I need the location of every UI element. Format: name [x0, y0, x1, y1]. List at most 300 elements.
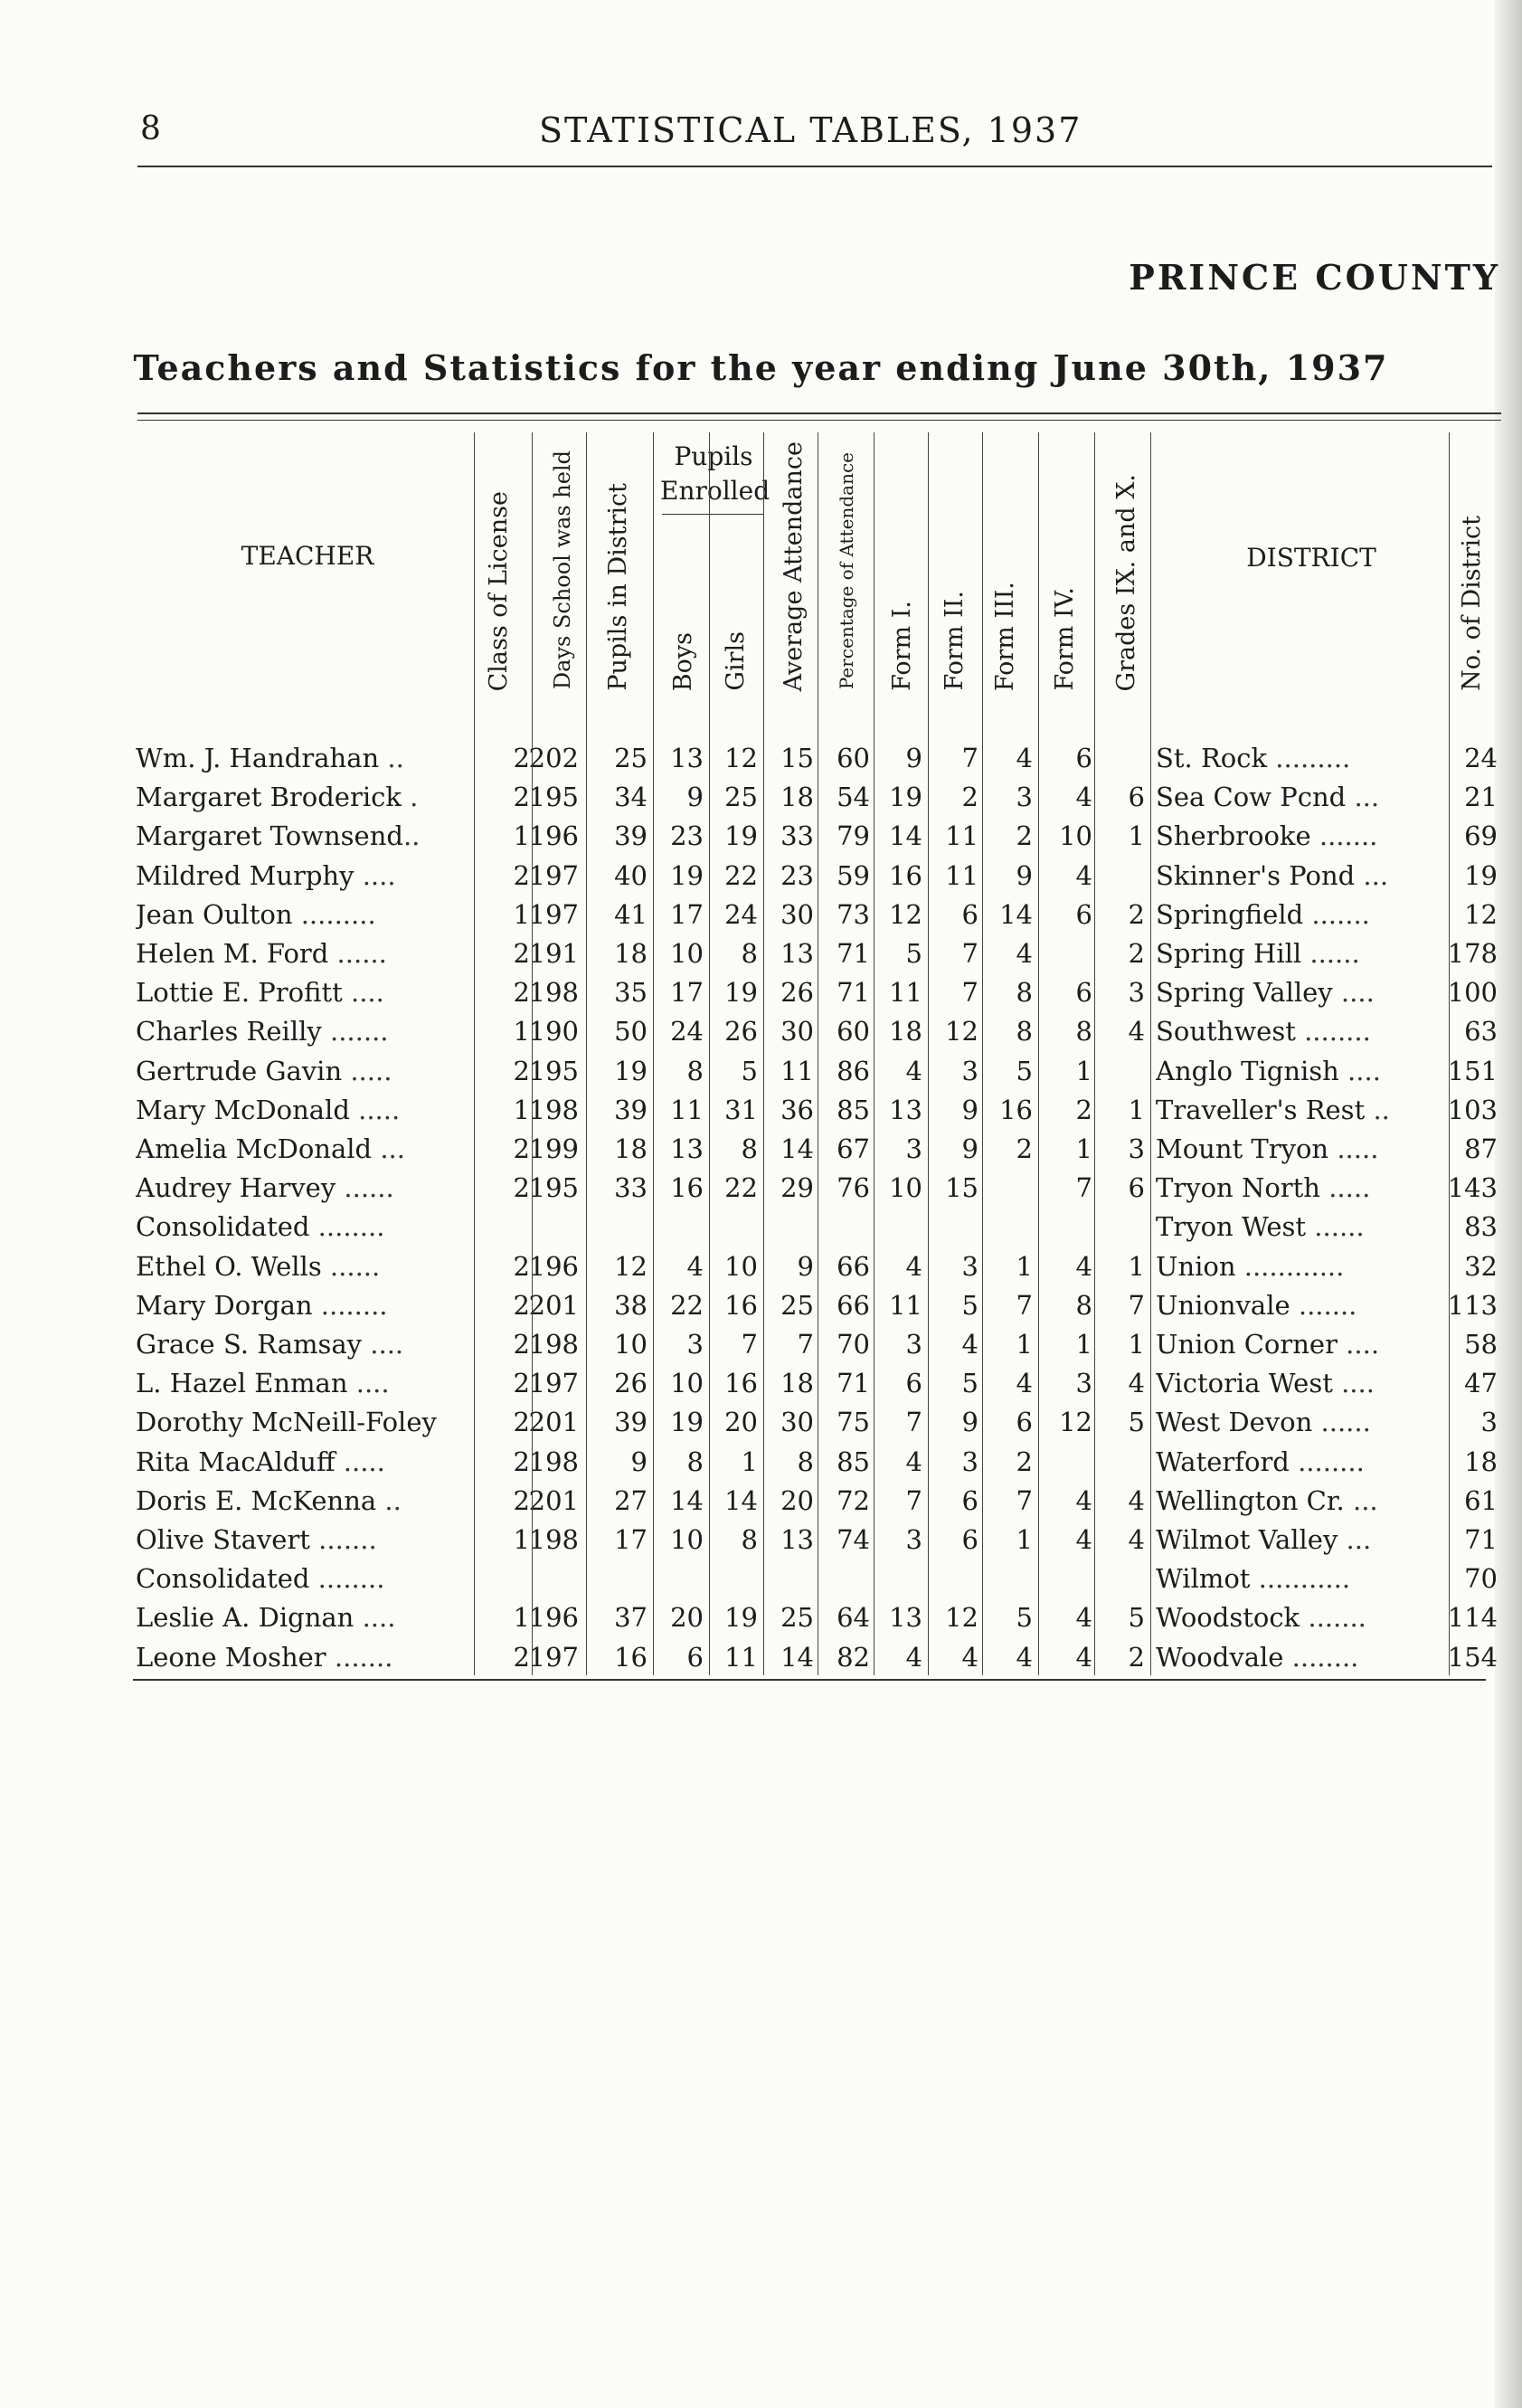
dot-leader: .... — [1338, 1055, 1381, 1086]
cell-f1: 19 — [889, 782, 922, 813]
teacher-name-text: L. Hazel Enman — [136, 1368, 348, 1399]
cell-days: 195 — [528, 782, 579, 813]
cell-girls: 22 — [724, 859, 758, 891]
cell-no: 21 — [1464, 782, 1498, 813]
dot-leader: .. — [402, 820, 421, 852]
cell-pupils: 39 — [614, 1094, 648, 1125]
dot-leader: .... — [1332, 977, 1375, 1009]
cell-f3: 8 — [1016, 1016, 1033, 1048]
column-rule — [1150, 432, 1151, 1675]
cell-avg: 14 — [780, 1641, 814, 1673]
district-name — [1156, 1171, 1447, 1204]
cell-g: 5 — [1128, 1602, 1145, 1634]
cell-no: 114 — [1447, 1602, 1498, 1634]
cell-pupils: 33 — [614, 1172, 648, 1204]
cell-f1: 13 — [889, 1602, 922, 1634]
cell-g: 1 — [1128, 1329, 1145, 1360]
cell-pct: 72 — [837, 1484, 870, 1516]
cell-f1: 16 — [889, 859, 922, 891]
cell-pupils: 18 — [614, 1133, 648, 1164]
cell-f2: 12 — [945, 1602, 978, 1634]
cell-f3: 4 — [1016, 1368, 1033, 1399]
dot-leader: ......... — [292, 898, 376, 930]
cell-avg: 30 — [780, 1016, 814, 1048]
cell-f2: 9 — [961, 1407, 978, 1438]
dot-leader: ... — [1338, 1524, 1372, 1555]
cell-f2: 3 — [961, 1446, 978, 1477]
teacher-name — [136, 1210, 466, 1243]
cell-pct: 60 — [837, 743, 870, 773]
cell-pupils: 40 — [614, 859, 648, 891]
dot-leader: .... — [362, 1329, 404, 1360]
cell-f4: 6 — [1075, 898, 1092, 930]
district-name-text: Woodvale — [1156, 1641, 1284, 1673]
cell-no: 87 — [1464, 1133, 1498, 1164]
district-name-text: Anglo Tignish — [1156, 1055, 1339, 1086]
dot-leader: ....... — [1290, 1289, 1357, 1321]
header-girls: Girls — [722, 631, 750, 691]
cell-pupils: 25 — [614, 743, 648, 773]
cell-f3: 16 — [999, 1094, 1033, 1125]
cell-f3: 7 — [1016, 1289, 1033, 1321]
dot-leader: ........ — [1289, 1446, 1365, 1477]
page-number: 8 — [140, 110, 162, 147]
column-rule — [586, 432, 587, 1675]
cell-f1: 4 — [905, 1250, 922, 1282]
teacher-name-text: Margaret Townsend — [136, 820, 403, 852]
cell-avg: 30 — [780, 1407, 814, 1438]
cell-no: 70 — [1464, 1563, 1498, 1595]
cell-no: 58 — [1464, 1329, 1498, 1360]
teacher-name — [136, 1250, 466, 1283]
dot-leader: ....... — [326, 1641, 393, 1673]
cell-days: 198 — [528, 977, 579, 1009]
cell-days: 196 — [528, 1250, 579, 1282]
cell-f1: 13 — [889, 1094, 922, 1125]
cell-g: 4 — [1128, 1368, 1145, 1399]
teacher-name — [136, 1562, 466, 1595]
teacher-name-text: Rita MacAlduff — [136, 1446, 336, 1477]
district-name-text: Victoria West — [1156, 1368, 1333, 1399]
cell-avg: 13 — [780, 938, 814, 969]
district-name-text: Wilmot — [1156, 1563, 1251, 1595]
cell-girls: 11 — [724, 1641, 758, 1673]
dot-leader: ...... — [321, 1250, 381, 1282]
cell-days: 197 — [528, 898, 579, 930]
district-name — [1156, 1641, 1447, 1673]
dot-leader: .... — [1332, 1368, 1375, 1399]
cell-f2: 11 — [945, 820, 978, 852]
district-name-text: Tryon West — [1156, 1211, 1307, 1243]
dot-leader: ........... — [1250, 1563, 1351, 1595]
dot-leader: ..... — [342, 1055, 392, 1086]
district-name — [1156, 976, 1447, 1009]
header-boys: Boys — [669, 631, 697, 691]
column-rule — [1038, 432, 1039, 1675]
enrolled-rule — [662, 514, 763, 515]
cell-pct: 71 — [837, 977, 870, 1009]
cell-f1: 7 — [905, 1484, 922, 1516]
cell-no: 18 — [1464, 1446, 1498, 1477]
cell-pupils: 9 — [630, 1446, 648, 1477]
column-rule — [474, 432, 475, 1675]
dot-leader: ....... — [321, 1016, 389, 1048]
cell-license: 2 — [513, 1250, 530, 1282]
cell-boys: 20 — [670, 1602, 704, 1634]
district-name — [1156, 1406, 1447, 1438]
dot-leader: ........ — [309, 1563, 385, 1595]
district-name — [1156, 781, 1447, 813]
cell-f3: 5 — [1016, 1602, 1033, 1634]
cell-license: 2 — [513, 782, 530, 813]
column-rule — [709, 432, 710, 1675]
dot-leader: ......... — [1267, 743, 1351, 773]
cell-f4: 4 — [1075, 859, 1092, 891]
cell-pupils: 16 — [614, 1641, 648, 1673]
district-name — [1156, 1523, 1447, 1556]
cell-avg: 36 — [780, 1094, 814, 1125]
cell-days: 197 — [528, 1368, 579, 1399]
teacher-name — [136, 1406, 466, 1438]
header-form-2: Form II. — [941, 591, 969, 691]
district-name-text: West Devon — [1156, 1407, 1313, 1438]
cell-f2: 3 — [961, 1055, 978, 1086]
cell-g: 3 — [1128, 977, 1145, 1009]
teacher-name-text: Lottie E. Profitt — [136, 977, 343, 1009]
cell-days: 201 — [528, 1484, 579, 1516]
cell-girls: 22 — [724, 1172, 758, 1204]
cell-f2: 9 — [961, 1133, 978, 1164]
dot-leader: ....... — [1310, 820, 1378, 852]
teacher-name — [136, 976, 466, 1009]
cell-days: 198 — [528, 1446, 579, 1477]
dot-leader: ...... — [1312, 1407, 1371, 1438]
teacher-name-text: Audrey Harvey — [136, 1172, 336, 1204]
column-rule — [532, 432, 533, 1675]
district-name-text: Wellington Cr. — [1156, 1484, 1345, 1516]
cell-pct: 67 — [837, 1133, 870, 1164]
cell-pupils: 26 — [614, 1368, 648, 1399]
district-name — [1156, 1484, 1447, 1517]
header-form-1: Form I. — [888, 601, 916, 691]
cell-no: 100 — [1447, 977, 1498, 1009]
cell-f4: 1 — [1075, 1133, 1092, 1164]
cell-f2: 5 — [961, 1368, 978, 1399]
district-name-text: Skinner's Pond — [1156, 859, 1356, 891]
cell-pupils: 18 — [614, 938, 648, 969]
cell-days: 201 — [528, 1289, 579, 1321]
cell-days: 195 — [528, 1055, 579, 1086]
cell-f4: 1 — [1075, 1329, 1092, 1360]
cell-boys: 22 — [670, 1289, 704, 1321]
cell-f3: 3 — [1016, 782, 1033, 813]
cell-pct: 70 — [837, 1329, 870, 1360]
cell-g: 2 — [1128, 898, 1145, 930]
cell-boys: 23 — [670, 820, 704, 852]
cell-boys: 10 — [670, 1524, 704, 1555]
district-name — [1156, 742, 1447, 774]
cell-f3: 5 — [1016, 1055, 1033, 1086]
teacher-name — [136, 1015, 466, 1048]
table-subtitle: Teachers and Statistics for the year ending June 30th, 1937 — [133, 347, 1389, 388]
cell-license: 2 — [513, 1133, 530, 1164]
cell-pct: 85 — [837, 1094, 870, 1125]
cell-f1: 11 — [889, 977, 922, 1009]
district-name-text: St. Rock — [1156, 743, 1268, 773]
district-name-text: Union Corner — [1156, 1329, 1338, 1360]
cell-g: 4 — [1128, 1524, 1145, 1555]
cell-days: 198 — [528, 1329, 579, 1360]
cell-days: 199 — [528, 1133, 579, 1164]
cell-f2: 12 — [945, 1016, 978, 1048]
district-name — [1156, 1250, 1447, 1283]
cell-avg: 18 — [780, 782, 814, 813]
teacher-name — [136, 1601, 466, 1634]
district-name — [1156, 1328, 1447, 1360]
cell-no: 178 — [1447, 938, 1498, 969]
header-license: Class of License — [485, 490, 513, 691]
cell-no: 143 — [1447, 1172, 1498, 1204]
cell-no: 154 — [1447, 1641, 1498, 1673]
header-form-4: Form IV. — [1051, 587, 1079, 691]
teacher-name — [136, 898, 466, 931]
cell-boys: 13 — [670, 743, 704, 773]
district-name — [1156, 1367, 1447, 1399]
cell-pupils: 38 — [614, 1289, 648, 1321]
dot-leader: .. — [1365, 1094, 1390, 1125]
cell-no: 47 — [1464, 1368, 1498, 1399]
column-rule — [1094, 432, 1095, 1675]
cell-f3: 2 — [1016, 820, 1033, 852]
cell-boys: 16 — [670, 1172, 704, 1204]
cell-f3: 2 — [1016, 1446, 1033, 1477]
cell-pupils: 39 — [614, 1407, 648, 1438]
cell-avg: 9 — [797, 1250, 814, 1282]
cell-avg: 11 — [780, 1055, 814, 1086]
teacher-name-text: Olive Stavert — [136, 1524, 310, 1555]
cell-f1: 7 — [905, 1407, 922, 1438]
cell-pupils: 39 — [614, 820, 648, 852]
cell-f2: 6 — [961, 1484, 978, 1516]
district-name-text: Traveller's Rest — [1156, 1094, 1366, 1125]
teacher-name-text: Consolidated — [136, 1563, 310, 1595]
cell-pct: 79 — [837, 820, 870, 852]
cell-g: 7 — [1128, 1289, 1145, 1321]
cell-avg: 7 — [797, 1329, 814, 1360]
teacher-name-text: Doris E. McKenna — [136, 1484, 377, 1516]
cell-license: 2 — [513, 938, 530, 969]
district-name — [1156, 1210, 1447, 1243]
cell-no: 151 — [1447, 1055, 1498, 1086]
cell-pct: 64 — [837, 1602, 870, 1634]
cell-no: 24 — [1464, 743, 1498, 773]
district-name-text: Waterford — [1156, 1446, 1290, 1477]
cell-f4: 4 — [1075, 782, 1092, 813]
cell-f1: 10 — [889, 1172, 922, 1204]
cell-license: 2 — [513, 1446, 530, 1477]
dot-leader: ...... — [1306, 1211, 1365, 1243]
cell-pupils: 10 — [614, 1329, 648, 1360]
cell-no: 83 — [1464, 1211, 1498, 1243]
cell-days: 190 — [528, 1016, 579, 1048]
cell-f2: 6 — [961, 1524, 978, 1555]
teacher-name — [136, 1367, 466, 1399]
cell-pct: 59 — [837, 859, 870, 891]
district-name-text: Wilmot Valley — [1156, 1524, 1338, 1555]
district-name-text: Sherbrooke — [1156, 820, 1311, 852]
cell-girls: 16 — [724, 1289, 758, 1321]
cell-f3: 2 — [1016, 1133, 1033, 1164]
dot-leader: ...... — [336, 1172, 394, 1204]
cell-f4: 10 — [1059, 820, 1092, 852]
header-district: DISTRICT — [1246, 543, 1376, 573]
cell-days: 198 — [528, 1094, 579, 1125]
cell-avg: 29 — [780, 1172, 814, 1204]
cell-pupils: 50 — [614, 1016, 648, 1048]
district-name — [1156, 937, 1447, 970]
dot-leader: .. — [376, 1484, 402, 1516]
cell-girls: 31 — [724, 1094, 758, 1125]
cell-f4: 7 — [1075, 1172, 1092, 1204]
cell-girls: 19 — [724, 977, 758, 1009]
teacher-name-text: Margaret Broderick — [136, 782, 402, 813]
dot-leader: .... — [354, 1602, 396, 1634]
cell-license: 2 — [513, 977, 530, 1009]
cell-avg: 26 — [780, 977, 814, 1009]
cell-license: 2 — [513, 859, 530, 891]
cell-f1: 12 — [889, 898, 922, 930]
teacher-name — [136, 1094, 466, 1126]
teacher-name-text: Leone Mosher — [136, 1641, 326, 1673]
teacher-name-text: Mary Dorgan — [136, 1289, 313, 1321]
cell-g: 6 — [1128, 782, 1145, 813]
cell-f4: 4 — [1075, 1250, 1092, 1282]
dot-leader: ... — [1344, 1484, 1378, 1516]
cell-girls: 8 — [741, 938, 758, 969]
district-name — [1156, 1055, 1447, 1087]
cell-f4: 8 — [1075, 1289, 1092, 1321]
cell-f1: 3 — [905, 1133, 922, 1164]
district-name-text: Spring Hill — [1156, 938, 1302, 969]
cell-g: 1 — [1128, 820, 1145, 852]
teacher-name-text: Amelia McDonald — [136, 1133, 373, 1164]
cell-f3: 1 — [1016, 1524, 1033, 1555]
running-head: STATISTICAL TABLES, 1937 — [539, 110, 1082, 150]
teacher-name-text: Wm. J. Handrahan — [136, 743, 380, 773]
cell-boys: 17 — [670, 898, 704, 930]
cell-license: 1 — [513, 1524, 530, 1555]
cell-boys: 13 — [670, 1133, 704, 1164]
teacher-name-text: Jean Oulton — [136, 898, 293, 930]
cell-boys: 9 — [686, 782, 704, 813]
cell-avg: 13 — [780, 1524, 814, 1555]
cell-license: 2 — [513, 1484, 530, 1516]
cell-pupils: 37 — [614, 1602, 648, 1634]
district-name — [1156, 859, 1447, 892]
dot-leader: ........ — [1295, 1016, 1371, 1048]
district-name — [1156, 898, 1447, 931]
header-average-attendance: Average Attendance — [780, 441, 808, 691]
teacher-name — [136, 742, 466, 774]
cell-license: 2 — [513, 1172, 530, 1204]
cell-avg: 15 — [780, 743, 814, 773]
dot-leader: ...... — [328, 938, 387, 969]
cell-f3: 7 — [1016, 1484, 1033, 1516]
cell-license: 1 — [513, 1016, 530, 1048]
cell-f1: 4 — [905, 1446, 922, 1477]
cell-avg: 33 — [780, 820, 814, 852]
cell-f1: 5 — [905, 938, 922, 969]
cell-avg: 18 — [780, 1368, 814, 1399]
teacher-name — [136, 1171, 466, 1204]
cell-license: 1 — [513, 898, 530, 930]
cell-f2: 6 — [961, 898, 978, 930]
cell-f3: 14 — [999, 898, 1033, 930]
cell-boys: 14 — [670, 1484, 704, 1516]
cell-f3: 9 — [1016, 859, 1033, 891]
cell-boys: 4 — [686, 1250, 704, 1282]
teacher-name — [136, 859, 466, 892]
cell-no: 63 — [1464, 1016, 1498, 1048]
cell-f1: 18 — [889, 1016, 922, 1048]
cell-girls: 20 — [724, 1407, 758, 1438]
cell-g: 6 — [1128, 1172, 1145, 1204]
cell-boys: 3 — [686, 1329, 704, 1360]
cell-license: 1 — [513, 1094, 530, 1125]
cell-license: 1 — [513, 1602, 530, 1634]
teacher-name-text: Consolidated — [136, 1211, 310, 1243]
teacher-name-text: Leslie A. Dignan — [136, 1602, 355, 1634]
cell-pct: 86 — [837, 1055, 870, 1086]
cell-g: 1 — [1128, 1094, 1145, 1125]
cell-license: 2 — [513, 1055, 530, 1086]
cell-avg: 25 — [780, 1289, 814, 1321]
cell-boys: 10 — [670, 1368, 704, 1399]
cell-f1: 4 — [905, 1055, 922, 1086]
cell-f4: 6 — [1075, 743, 1092, 773]
teacher-name — [136, 1446, 466, 1478]
cell-no: 19 — [1464, 859, 1498, 891]
cell-no: 3 — [1480, 1407, 1498, 1438]
cell-license: 2 — [513, 1368, 530, 1399]
cell-days: 191 — [528, 938, 579, 969]
cell-pupils: 19 — [614, 1055, 648, 1086]
cell-girls: 5 — [741, 1055, 758, 1086]
dot-leader: ..... — [335, 1446, 385, 1477]
cell-f1: 4 — [905, 1641, 922, 1673]
cell-g: 4 — [1128, 1016, 1145, 1048]
cell-g: 4 — [1128, 1484, 1145, 1516]
district-name — [1156, 1289, 1447, 1322]
cell-pct: 71 — [837, 938, 870, 969]
cell-f4: 6 — [1075, 977, 1092, 1009]
dot-leader: ..... — [1328, 1133, 1379, 1164]
district-name — [1156, 1446, 1447, 1478]
cell-pct: 74 — [837, 1524, 870, 1555]
cell-f2: 9 — [961, 1094, 978, 1125]
header-pupils-district: Pupils in District — [604, 483, 632, 691]
cell-f4: 1 — [1075, 1055, 1092, 1086]
column-rule — [653, 432, 654, 1675]
cell-f2: 11 — [945, 859, 978, 891]
cell-f3: 4 — [1016, 1641, 1033, 1673]
dot-leader: ....... — [1300, 1602, 1366, 1634]
dot-leader: ....... — [309, 1524, 377, 1555]
district-name-text: Unionvale — [1156, 1289, 1290, 1321]
cell-f2: 4 — [961, 1329, 978, 1360]
district-name-text: Spring Valley — [1156, 977, 1333, 1009]
teacher-name-text: Helen M. Ford — [136, 938, 329, 969]
